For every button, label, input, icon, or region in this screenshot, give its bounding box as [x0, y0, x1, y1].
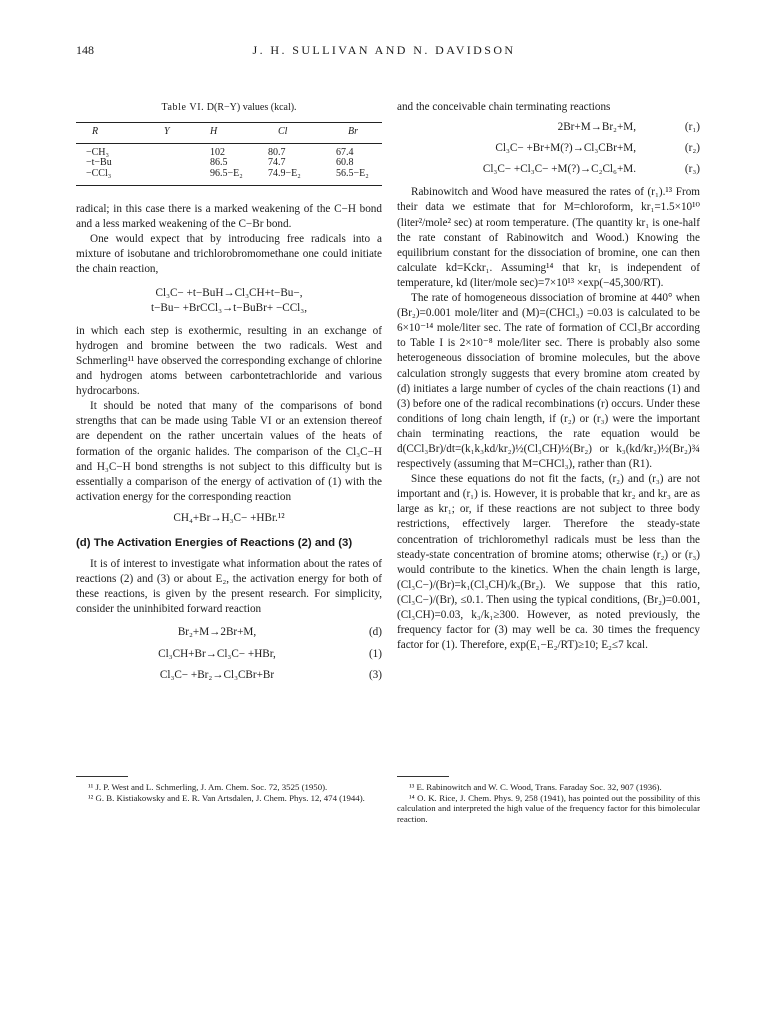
equation-number: (d) [368, 626, 382, 639]
equation: Cl₃CH+Br→Cl₃C− +HBr, [158, 647, 276, 660]
footnote-rule [397, 776, 449, 777]
table-caption-text: D(R−Y) values (kcal). [206, 102, 297, 113]
right-column [397, 100, 700, 653]
cell-cl: 74.7 [268, 157, 286, 169]
equation-row [397, 120, 700, 135]
cell-br: 67.4 [336, 146, 354, 158]
footnote: ¹² G. B. Kistiakowsky and E. R. Van Artsdalen, J. Chem. Phys. 12, 474 (1944). [88, 792, 365, 803]
equation-row [76, 668, 382, 683]
table-caption-label: Table VI. [161, 102, 205, 113]
footnote-rule [76, 776, 128, 777]
paragraph: One would expect that by introducing free radicals into a mixture of isobutane and trichlorobromomethane one could initiate the chain reaction, [76, 233, 382, 276]
cell-y [156, 158, 210, 169]
col-header-y: Y [156, 123, 210, 144]
cell-r: −t−Bu [86, 157, 112, 169]
table-caption [76, 100, 382, 115]
paragraph: and the conceivable chain terminating reactions [397, 101, 611, 113]
equation: 2Br+M→Br₂+M, [557, 121, 636, 134]
paragraph: The rate of homogeneous dissociation of bromine at 440° when (Br₂)=0.001 mole/liter and (M)=(CHCl₃) =0.03 is calculated to be 6×10⁻¹⁴ mole/liter sec. The rate of formation of CCl₃Br according to Table I is 2×10⁻⁸ mole/liter sec. There is probably also some heterogeneous dissociation of bromine molecules, but the above calculation strongly suggests that every bromine atom created by (d) initiates a large number of cycles of the chain reactions (1) and (3) before one of the radical recombinations (r) occurs. Under these conditions of long chain length, if (r₂) or (r₃) were the important chain terminating reactions, the rate equation would be d(CCl₃Br)/dt=(k₁k₃kd/kr₂)½(Cl₃CH)½(Br₂) or k₃(kd/kr₂)½(Br₂)¾ respectively (assuming that M=CHCl₃), rather than (R1). [397, 292, 700, 471]
equation: Cl₃C− +Br+M(?)→Cl₃CBr+M, [495, 142, 636, 155]
equation-number: (3) [368, 668, 382, 681]
cell-r: −CH₃ [86, 146, 110, 158]
equation-number: (r₂) [684, 142, 700, 155]
cell-br: 56.5−E₂ [336, 169, 382, 186]
paragraph: radical; in this case there is a marked weakening of the C−H bond and a less marked weakening of the C−Br bond. [76, 203, 382, 231]
col-header-cl: Cl [268, 123, 336, 144]
page-header [76, 43, 692, 59]
equation: t−Bu− +BrCCl₃→t−BuBr+ −CCl₃, [150, 301, 307, 314]
cell-y [156, 143, 210, 158]
paragraph: It is of interest to investigate what information about the rates of reactions (2) and (3) or about E₂, the activation energy for both of these reactions, is given by the present research. For simplicity, consider the uninhibited forward reaction [76, 558, 382, 616]
paragraph: Rabinowitch and Wood have measured the rates of (r₁).¹³ From their data we estimate that for M=chloroform, kr₁=1.5×10¹⁰ (liter²/mole² sec) at room temperature. (The quantity kr₁ is one-half the rate constant of Rabinowitch and Wood.) Knowing the equilibrium constant for the dissociation of bromine, one can then calculate kd=Kckr₁. Assuming¹⁴ that kr₁ is independent of temperature, kd (liter/mole sec)=7×10¹³ ×exp(−45,300/RT). [397, 186, 700, 289]
col-header-br: Br [336, 123, 382, 144]
paragraph: It should be noted that many of the comparisons of bond strengths that can be made using Table VI or an extension thereof are dependent on the rather uncertain values of the heats of formation of the organic halides. The comparison of the Cl₃C−H and H₃C−H bond strengths is not subject to this difficulty but is essentially a comparison of the energy of activation of (1) with the activation energy for the corresponding reaction [76, 400, 382, 503]
cell-r: −CCl₃ [76, 169, 156, 186]
table-row [76, 143, 382, 158]
paragraph: in which each step is exothermic, resulting in an exchange of hydrogen and bromine between the two radicals. West and Schmerling¹¹ have observed the corresponding exchange of chlorine and hydrogen atoms between carbontetrachloride and various hydrocarbons. [76, 324, 382, 398]
equation-row [76, 647, 382, 662]
equation-number: (r₃) [684, 163, 700, 176]
cell-h: 86.5 [210, 157, 228, 169]
running-title: J. H. SULLIVAN AND N. DAVIDSON [252, 43, 516, 57]
col-header-h: H [210, 123, 268, 144]
cell-y [156, 169, 210, 186]
equation-row [76, 625, 382, 640]
equation: Cl₃C− +Br₂→Cl₃CBr+Br [159, 668, 275, 681]
equation-number: (r₁) [684, 121, 700, 134]
equation: Br₂+M→2Br+M, [177, 626, 257, 639]
left-column [76, 100, 382, 683]
equation: Cl₃C− +Cl₃C− +M(?)→C₂Cl₆+M. [482, 163, 636, 176]
footnotes-right [397, 776, 700, 824]
page-number: 148 [76, 43, 94, 57]
cell-h: 102 [210, 146, 225, 158]
footnote: ¹³ E. Rabinowitch and W. C. Wood, Trans. Faraday Soc. 32, 907 (1936). [409, 782, 662, 792]
equation-number: (1) [368, 647, 382, 660]
col-header-r: R [76, 123, 156, 144]
footnote: ¹⁴ O. K. Rice, J. Chem. Phys. 9, 258 (1941), has pointed out the possibility of this calculation and interpreted the high value of the frequency factor for this bimolecular reaction. [397, 792, 700, 824]
table-row [76, 169, 382, 186]
equation: CH₄+Br→H₃C− +HBr.¹² [173, 511, 285, 524]
footnotes-left [76, 776, 382, 803]
cell-cl: 80.7 [268, 146, 286, 158]
data-table [76, 122, 382, 186]
cell-cl: 74.9−E₂ [268, 169, 336, 186]
equation: Cl₃C− +t−BuH→Cl₃CH+t−Bu−, [155, 286, 303, 299]
footnote: ¹¹ J. P. West and L. Schmerling, J. Am. Chem. Soc. 72, 3525 (1950). [88, 782, 328, 792]
equation-row [397, 162, 700, 177]
cell-h: 96.5−E₂ [210, 169, 268, 186]
cell-br: 60.8 [336, 157, 354, 169]
section-heading: (d) The Activation Energies of Reactions (2) and (3) [76, 536, 353, 549]
paragraph: Since these equations do not fit the facts, (r₂) and (r₃) are not important and (r₁) is. However, it is probable that kr₂ and kr₃ are as large as kr₁; or, if these reactions are not subject to three body restrictions, effectively larger. Therefore the steady-state concentration of trichloromethyl radicals must be less than the steady-state concentration of bromine atoms; otherwise (r₂) or (r₃) would contribute to the kinetics. When the chain length is large, (Cl₃C−)/(Br)=k₁(Cl₃CH)/k₃(Br₂). We suppose that this ratio, (Cl₃C−)/(Br), ≤0.1. Then using the typical conditions, (Br₂)=0.001, (Cl₃CH)=0.03, k₃/k₁≥300. However, as noted previously, the frequency factor for (3) may well be ca. 30 times the frequency factor for (1). Therefore, exp(E₁−E₂/RT)≥10; E₂≤7 kcal. [397, 473, 700, 652]
table-header-row [76, 123, 382, 144]
equation-row [397, 141, 700, 156]
